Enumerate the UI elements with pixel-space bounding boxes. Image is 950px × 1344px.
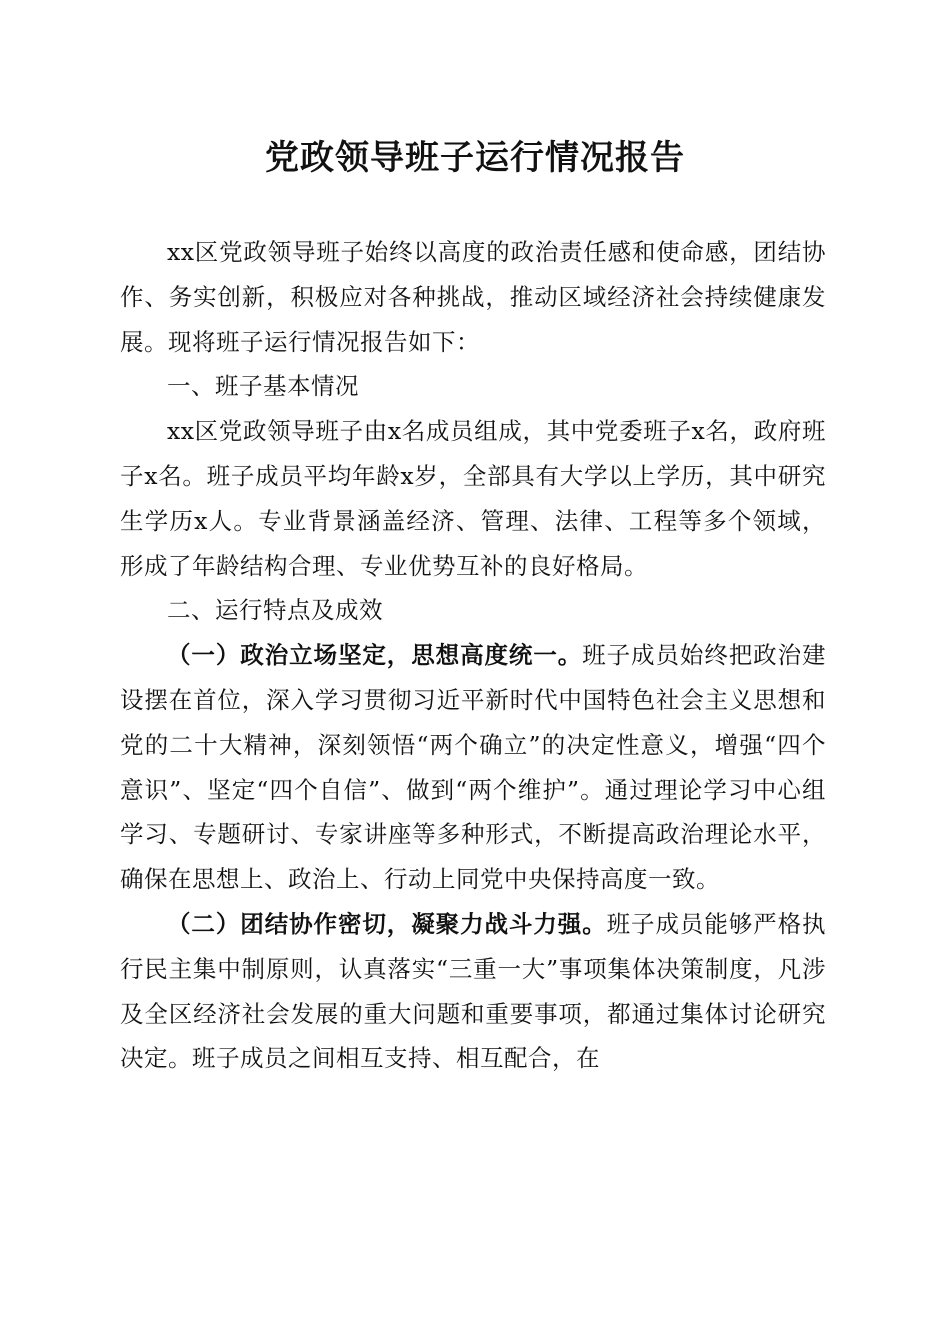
section-1-paragraph: xx区党政领导班子由x名成员组成，其中党委班子x名，政府班子x名。班子成员平均年龄x岁，全部具有大学以上学历，其中研究生学历x人。专业背景涵盖经济、管理、法律、工程等多个领域，形成了年龄结构合理、专业优势互补的良好格局。: [120, 417, 826, 580]
section-2-item-1-text: 班子成员始终把政治建设摆在首位，深入学习贯彻习近平新时代中国特色社会主义思想和党的二十大精神，深刻领悟“两个确立”的决定性意义，增强“四个意识”、坚定“四个自信”、做到“两个维护”。通过理论学习中心组学习、专题研讨、专家讲座等多种形式，不断提高政治理论水平，确保在思想上、政治上、行动上同党中央保持高度一致。: [120, 641, 827, 894]
section-2-heading: 二、运行特点及成效: [167, 596, 383, 625]
section-2-item-1-paragraph: [120, 633, 826, 902]
document-body: [120, 230, 826, 1081]
section-2-item-2-paragraph: [120, 902, 826, 1081]
section-2-item-2-lead: （二）团结协作密切，凝聚力战斗力强。: [167, 909, 607, 938]
intro-paragraph: xx区党政领导班子始终以高度的政治责任感和使命感，团结协作、务实创新，积极应对各种挑战，推动区域经济社会持续健康发展。现将班子运行情况报告如下：: [120, 238, 826, 356]
document-title: 党政领导班子运行情况报告: [265, 138, 685, 178]
section-2-item-1-lead: （一）政治立场坚定，思想高度统一。: [167, 641, 583, 670]
section-1-heading: 一、班子基本情况: [167, 372, 359, 401]
section-2-item-2-text: 班子成员能够严格执行民主集中制原则，认真落实“三重一大”事项集体决策制度，凡涉及全区经济社会发展的重大问题和重要事项，都通过集体讨论研究决定。班子成员之间相互支持、相互配合，在: [120, 909, 827, 1073]
